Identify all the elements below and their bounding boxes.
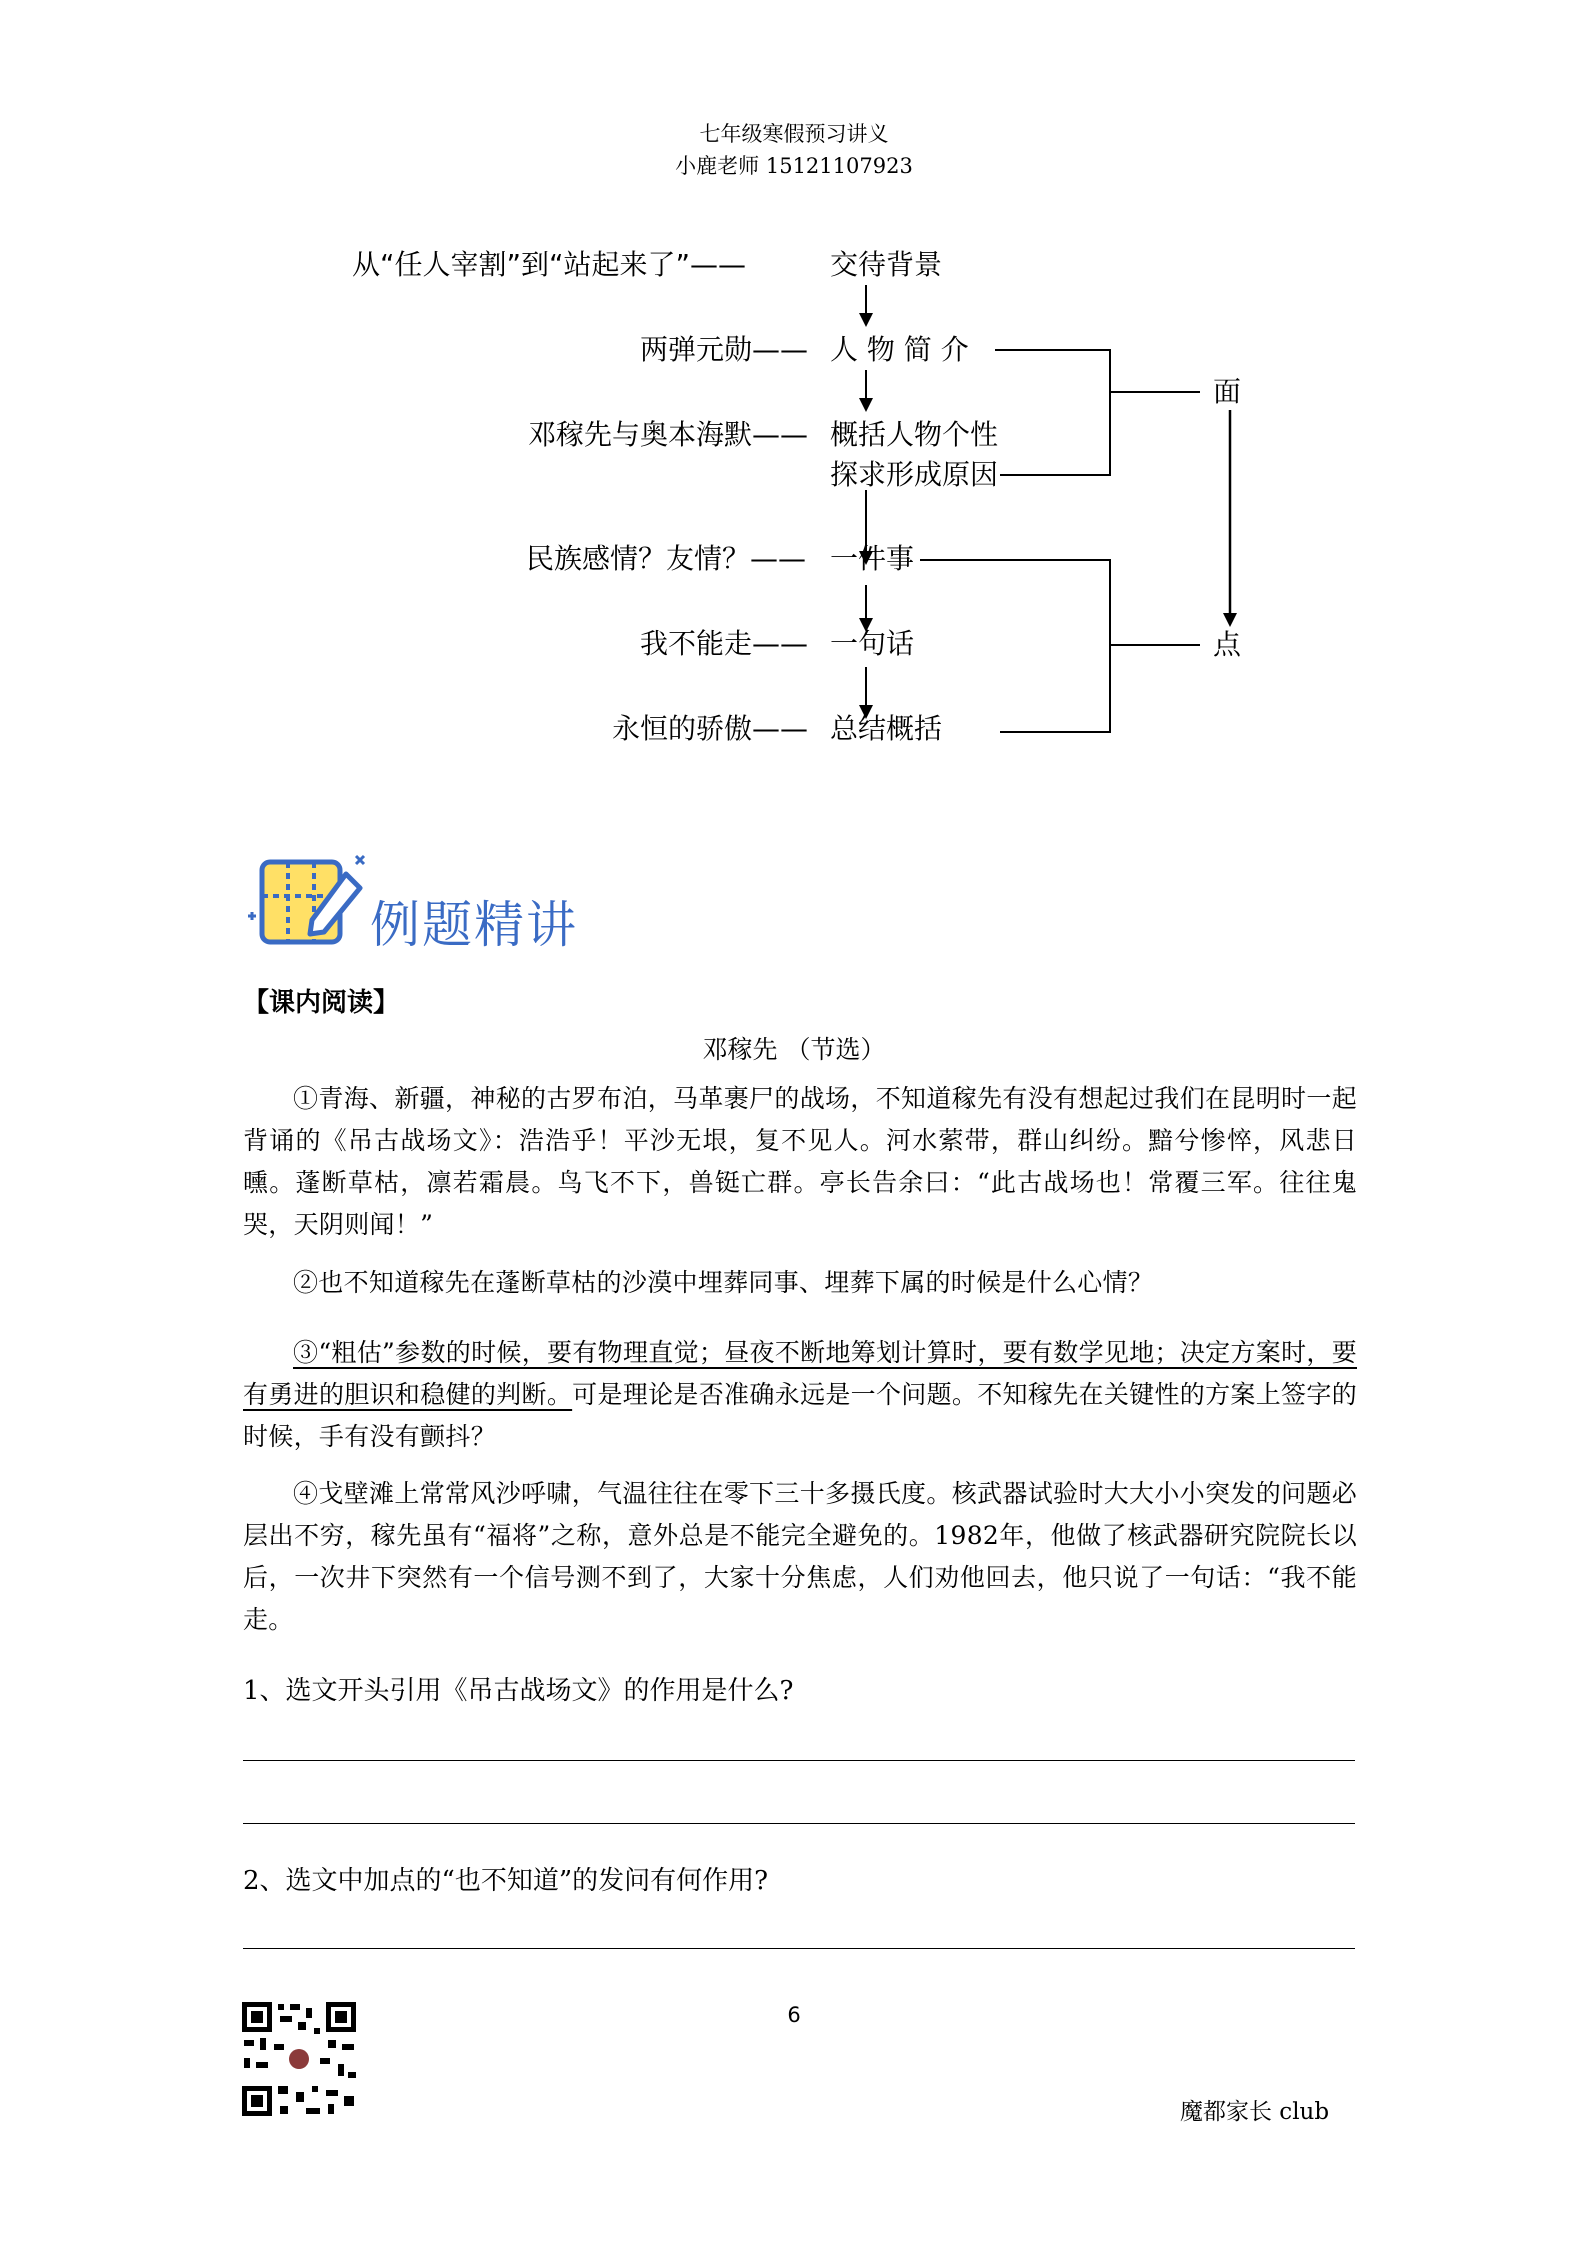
structure-diagram bbox=[0, 0, 1588, 760]
diagram-left-5: 我不能走—— bbox=[640, 627, 809, 660]
diagram-center-3: 概括人物个性 bbox=[830, 418, 999, 451]
answer-line[interactable] bbox=[243, 1760, 1355, 1761]
paragraph-4-text: ④戈壁滩上常常风沙呼啸，气温往往在零下三十多摄氏度。核武器试验时大大小小突发的问题必层出不穷，稼先虽有“福将”之称，意外总是不能完全避免的。1982年，他做了核武器研究院院长以后，一次井下突然有一个信号测不到了，大家十分焦虑，人们劝他回去，他只说了一句话：“我不能走。 bbox=[243, 1479, 1357, 1634]
diagram-center-7: 总结概括 bbox=[830, 712, 943, 745]
diagram-right-point: 点 bbox=[1213, 628, 1242, 661]
diagram-left-3: 邓稼先与奥本海默—— bbox=[528, 418, 809, 451]
diagram-left-2: 两弹元勋—— bbox=[640, 333, 809, 366]
diagram-center-4: 探求形成原因 bbox=[830, 458, 999, 491]
diagram-center-5: 一件事 bbox=[830, 542, 915, 575]
paragraph-2 bbox=[243, 1262, 1357, 1304]
reading-heading: 【课内阅读】 bbox=[243, 988, 400, 1018]
diagram-center-2: 人 物 简 介 bbox=[830, 333, 969, 366]
paragraph-3 bbox=[243, 1332, 1357, 1458]
paragraph-1-text: ①青海、新疆，神秘的古罗布泊，马革裹尸的战场，不知道稼先有没有想起过我们在昆明时一起背诵的《吊古战场文》：浩浩乎！平沙无垠，复不见人。河水萦带，群山纠纷。黯兮惨悴，风悲日曛。蓬断草枯，凛若霜晨。鸟飞不下，兽铤亡群。亭长告余曰：“此古战场也！常覆三军。往往鬼哭，天阴则闻！” bbox=[243, 1084, 1357, 1239]
section-title: 例题精讲 bbox=[370, 896, 578, 954]
answer-line[interactable] bbox=[243, 1823, 1355, 1824]
diagram-left-4: 民族感情？友情？—— bbox=[526, 542, 807, 575]
diagram-center-1: 交待背景 bbox=[830, 248, 943, 281]
document-header-teacher: 小鹿老师 15121107923 bbox=[675, 154, 913, 178]
ruler-pencil-icon bbox=[248, 852, 370, 952]
paragraph-4 bbox=[243, 1473, 1357, 1641]
bracket-point bbox=[920, 560, 1110, 732]
diagram-left-1: 从“任人宰割”到“站起来了”—— bbox=[352, 248, 747, 281]
article-title: 邓稼先 （节选） bbox=[702, 1035, 886, 1064]
diagram-right-face: 面 bbox=[1213, 375, 1242, 408]
document-header-title: 七年级寒假预习讲义 bbox=[699, 122, 889, 146]
paragraph-3-text: 可是理论是否准确永远是一个问题。不知稼先在关键性的方案上签字的时候，手有没有颤抖？ bbox=[243, 1380, 1357, 1451]
paragraph-3-underlined: ③“粗估”参数的时候，要有物理直觉；昼夜不断地筹划计算时，要有数学见地；决定方案时，要有勇进的胆识和稳健的判断。 bbox=[243, 1338, 1357, 1409]
paragraph-2-text: ②也不知道稼先在蓬断草枯的沙漠中埋葬同事、埋葬下属的时候是什么心情？ bbox=[293, 1268, 1154, 1297]
page-number: 6 bbox=[787, 2003, 801, 2027]
footer-brand: 魔都家长 club bbox=[1180, 2099, 1330, 2125]
bracket-face bbox=[995, 350, 1110, 475]
diagram-center-6: 一句话 bbox=[830, 627, 915, 660]
question-2: 2、选文中加点的“也不知道”的发问有何作用? bbox=[243, 1866, 769, 1896]
question-1: 1、选文开头引用《吊古战场文》的作用是什么? bbox=[243, 1676, 794, 1706]
answer-line[interactable] bbox=[243, 1948, 1355, 1949]
paragraph-1 bbox=[243, 1078, 1357, 1246]
diagram-left-6: 永恒的骄傲—— bbox=[612, 712, 809, 745]
